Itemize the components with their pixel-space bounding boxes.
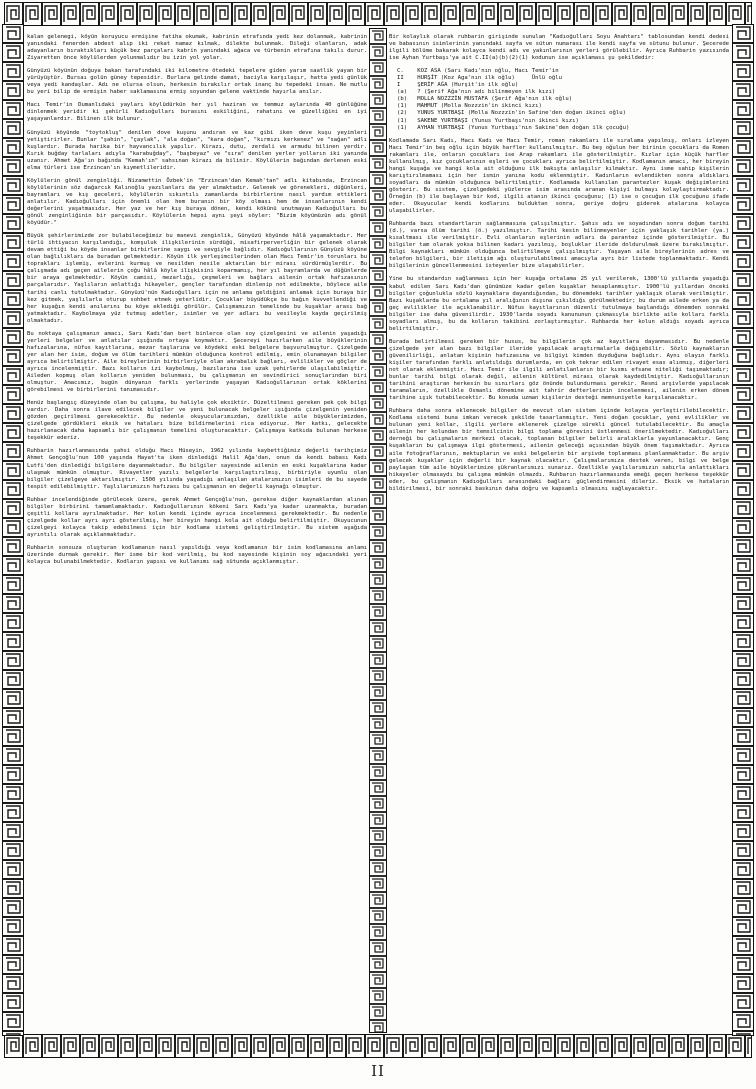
paragraph: Henüz başlangıç düzeyinde olan bu çalışma, bu haliyle çok eksiktir. Düzeltilmesi gereken pek çok bilgi vardır. Daha sonra ilave edilecek bilgiler ve yeni bulunacak belgeler ışığında çizelgenin yeniden gözden geçirilmesi gerekecektir. Bu nedenle okuyucularımızdan, özellikle aile büyüklerimizden, çizelgede gördükleri eksik ve hataları bize bildirmelerini rica ediyoruz. Her katkı, gelecekte hazırlanacak daha kapsamlı bir çalışmanın temelini oluşturacaktır. Çalışmaya katkıda bulunan herkese teşekkür ederiz. [27, 400, 367, 442]
code-list-item: (1) SAKENE YURTBAŞI (Yunus Yurtbaşı'nın ikinci kızı) [397, 117, 579, 124]
right-text-column [389, 34, 729, 1028]
paragraph: Ruhbarda bazı standartların sağlanmasına çalışılmıştır. Şahıs adı ve soyadından sonra doğum tarihi (d.), varsa ölüm tarihi (ö.) yazılmıştır. Tarihi kesin bilinmeyenler için yaklaşık tarihler (ya.) kısaltması ile verilmiştir. Evli olanların eşlerinin adları da parantez içinde gösterilmiştir. Bu bilgiler tam olarak yoksa bilinen kadarı yazılmış, boşluklar ileride doldurulmak üzere bırakılmıştır. Bilgi kaynakları mümkün olduğunca belirtilmeye çalışılmıştır. Yaşayan aile bireylerinin adres ve telefon bilgileri, bir iletişim ağı oluşturulabilmesi amacıyla ayrı bir listede toplanmaktadır. Kendi bilgilerinin güncellenmesini isteyenler bize ulaşabilirler. [389, 221, 729, 270]
code-list-item: (1) AYHAN YURTBAŞI (Yunus Yurtbaşı'nın Sakine'den doğan ilk çocuğu) [397, 124, 630, 131]
greek-key-pattern-right [732, 24, 754, 1036]
greek-key-pattern-left [2, 24, 24, 1036]
paragraph: Günyüzü köyünde "toytokluş" denilen dove kuşunu andıran ve kaz gibi iken deve kuşu yeyimleri yetiştirirler. Bunlar "şahin", "çaylak", "ala doğan", "kara doğan", "kırmızı kerkenez" ve "sağan" adlı kuşlardır. Burada harika bir hayvancılık yapılır. Kirazı, dutu, zerdali ve armudu bilinen yerdir. Kırık buğday tarlaları adıyla "karabuğday", "başbeyaz" ve "sıra" denilen yerler yolların iki yanında uzanır. Ahmet Ağa'ın bağında "Kemah'ın" sahsınan kirazı da bilinir. Köylülerin bağından derlenen eski elma türleri ise Erzincan'ın kıymetlileridir. [27, 129, 367, 171]
decorative-border-bottom [4, 1034, 752, 1058]
paragraph: Ruhbarin sonsuza oluşturan kodlamanın nasıl yapıldığı veya kodlamanın bir isim kodlamasına anlamı üzerinde durmak gerekir. Her isme bir kod verilmiş, bu kod sayesinde kişinin soy ağacındaki yeri kolayca bulunabilmektedir. Kodların yapısı ve kullanımı sağ sütunda açıklanmıştır. [27, 545, 367, 566]
page-number: II [371, 1062, 385, 1080]
genealogy-code-list [397, 68, 729, 131]
code-list-item: C. KOZ ASA (Sarı Kadı'nın oğlu, Hacı Temir'in [397, 68, 559, 75]
decorative-border-left [2, 24, 24, 1036]
paragraph: Hacı Temir'in Dumanlıdaki yayları köylüdürkün her yıl haziran ve temmuz aylarında 40 günlüğüne dinlenmek yeridir ki şehirli Kadıoğulları burasını eskiliğini, rahatını ve güzelliğini en iyi yaşayanlardır. Bilinen ilk bulunur. [27, 102, 367, 123]
greek-key-pattern-bottom [4, 1034, 752, 1058]
paragraph: Ruhbara daha sonra eklenecek bilgiler de mevcut olan sistem içinde kolayca yerleştirilebilecektir. Kodlama sistemi buna imkan verecek şekilde tasarlanmıştır. Yeni doğan çocuklar, yeni evlilikler ve bulunan yeni kollar, ilgili yerlere eklenerek çizelge sürekli güncel tutulabilecektir. Bu amaçla ailenin her kolundan bir temsilcinin bilgi toplama görevini üstlenmesi önerilmektedir. Kadıoğulları derneği bu çalışmaların merkezi olacak, toplanan bilgiler belirli aralıklarla yayımlanacaktır. Genç kuşakların bu çalışmaya ilgi göstermesi, ailenin geleceği açısından büyük önem taşımaktadır. Ayrıca aile fotoğraflarının, mektupların ve eski belgelerin bir arşivde toplanması planlanmaktadır. Bu arşiv gelecek kuşaklar için değerli bir kaynak olacaktır. Çalışmalarımıza destek veren, bilgi ve belge paylaşan tüm aile büyüklerimize şükranlarımızı sunarız. Özellikle yaşlılarımızın sabırla anlattıkları hikayeler olmasaydı bu çalışma mümkün olmazdı. Ruhbarın hazırlanmasında emeği geçen herkese teşekkür eder, bu çalışmanın Kadıoğulları arasındaki bağları güçlendirmesini dileriz. Eksik ve hataların bildirilmesi, bir sonraki baskının daha doğru ve kapsamlı olmasını sağlayacaktır. [389, 408, 729, 492]
paragraph: Büyük şehirlerimizde zor bulabileceğimiz bu manevi zenginlik, Günyüzü köyünde hâlâ yaşamaktadır. Her türlü ihtiyacın karşılandığı, komşuluk ilişkilerinin sürdüğü, misafirperverliğin bir gelenek olarak devam ettiği bu köyde insanlar birbirlerine saygı ve sevgiyle bağlıdır. Kadıoğullarının Günyüzü köyüne olan bağlılıkları da buradan gelmektedir. Köyün ilk yerleşimcilerinden olan Hacı Temir'in torunları bu toprakları işlemiş, evlerini kurmuş ve nesilden nesile aktarılan bir mirası sürdürmüşlerdir. Bu çalışmada adı geçen ailelerin çoğu hâlâ köyle ilişkisini koparmamış, her yıl bayramlarda ve düğünlerde bir araya gelmektedir. Köyün camisi, mezarlığı, çeşmeleri ve bağları ailenin ortak hafızasının parçalarıdır. Yaşlıların anlattığı hikayeler, gençler tarafından dinlenip not edilmekte, böylece aile tarihi canlı tutulmaktadır. Günyüzü'nün Kadıoğulları için ne anlama geldiğini anlamak için buraya bir kez gitmek, yaşlılarla oturup sohbet etmek yeterlidir. Çocuklar büyüdükçe bu bağın kuvvetlendiği ve her kuşağın kendi anılarını bu köye eklediği görülür. Çalışmamızın temelinde bu kuşaklar arası bağ yatmaktadır. Kaybolmaya yüz tutmuş adetler, isimler ve yer adları bu vesileyle kayda geçirilmiş olmaktadır. [27, 233, 367, 324]
paragraph: Köylülerin gönül zenginliği. Nizamettin Özbek'in "Erzincan'dan Kemah'tan" adlı kitabında, Erzincan köylülerinin söz dağarcık Kalınoğlu yazılanları da yer almaktadır. Gelenek ve görenekleri, düğünleri, bayramları ve kış geceleri, köylülerin sıkıntılı zamanlarda birbirlerine nasıl yardım ettikleri anlatılır. Kadıoğulları için önemli olan hem buranın bir köy olması hem de insanlarının kendi değerlerini yaşatmasıdır. Her yaz ve her kış buraya dönen, kendi kökünü unutmayan Kadıoğulları bu gönül zenginliğinin bir parçasıdır. Köylülerin hepsi aynı şeyi söyler: "Bizim köyümüzün adı gönül köyüdür." [27, 177, 367, 227]
code-list-item: (2) YUNUS YURTBAŞI (Molla Nozzzin'in Safine'den doğan ikinci oğlu) [397, 110, 627, 117]
paragraph: Yine bu standardın sağlanması için her kuşağa ortalama 25 yıl verilerek, 1300'lü yıllarda yaşadığı kabul edilen Sarı Kadı'dan günümüze kadar gelen kuşaklar hesaplanmıştır. 1900'lü yıllardan önceki bilgiler çoğunlukla sözlü kaynaklara dayandığından, bu dönemdeki tarihler yaklaşık olarak verilmiştir. Bazı kuşaklarda bu ortalama yıl aralığının dışına çıkıldığı görülmektedir; bu durum ailede erken ya da geç evlilikler ile açıklanabilir. Nüfus kayıtlarının düzenli tutulmaya başlandığı dönemden sonraki bilgiler ise daha güvenilirdir. 1930'larda soyadı kanununun çıkmasıyla birlikte aile kolları farklı soyadları almış, bu da kolların takibini zorlaştırmıştır. Ruhbarda her kolun aldığı soyadı ayrıca belirtilmiştir. [389, 276, 729, 332]
code-list-item: I ŞERİF AĞA (Hurşit'in ilk oğlu) [397, 82, 519, 89]
greek-key-pattern-top [4, 2, 752, 26]
paragraph: Kodlamada Sarı Kadı, Hacı Kadı ve Hacı Temir, roman rakamları ile sıralama yapılmış, onları izleyen Hacı Temir'in beş oğlu için büyük harfler kullanılmıştır. Bu beş oğulun her birinin çocukları da Romen rakamları ile, onların çocukları ise Arap rakamları ile gösterilmiştir. Kızlar için küçük harfler kullanılmış, kız çocuklarının eşleri ve çocukları ayrıca belirtilmiştir. Kodlamanın amacı, her bireyin hangi kuşağa ve hangi kola ait olduğunu ilk bakışta anlaşılır kılmaktır. Aynı isme sahip kişilerin karıştırılmaması için her ismin yanına kodu eklenmiştir. Kadınların evlendikten sonra aldıkları soyadları da mümkün olduğunca belirtilmiştir. Kodlamada kullanılan parantezler kuşak değişimlerini gösterir. Bu sistem, çizelgedeki yüzlerce isim arasında aranan kişiyi bulmayı kolaylaştırmaktadır. Örneğin (b) ile başlayan bir kod, ilgili atanın ikinci çocuğunu; (1) ise o çocuğun ilk çocuğunu ifade eder. Okuyucular kendi kodlarını bulduktan sonra, geriye doğru giderek atalarına kolayca ulaşabilirler. [389, 137, 729, 215]
paragraph: Ruhbarin hazırlanmasında şahsi olduğu Hacı Hüseyin, 1962 yılında kaybettiğimiz değerli tarihçimiz Ahmet Gençoğlu'nun 100 yaşında Hayat'ta iken dinlediği Halil Ağa'dan, onun da kendi babası Kadı Lutfi'den dinlediği bilgilere dayanmaktadır. Bu bilgiler sayesinde ailenin en eski kuşaklarına kadar ulaşmak mümkün olmuştur. Rivayetler yazılı belgelerle karşılaştırılmış, birbiriyle uyumlu olan bilgiler çizelgeye aktarılmıştır. 1500 yılında yaşadığı anlaşılan atalarımızın isimleri de bu sayede tespit edilebilmiştir. Yaşlılarımızın hafızası bu çalışmanın en değerli kaynağı olmuştur. [27, 448, 367, 490]
paragraph: Bu noktaya çalışmanın amacı, Sarı Kadı'dan bert binlerce olan soy çizelgesini ve ailenin yaşadığı yerleri belgeler ve anlatılar ışığında ortaya koymaktır. Şecereyi hazırlarken aile büyüklerinin hafızalarına, nüfus kayıtlarına, mezar taşlarına ve köydeki eski belgelere başvurulmuştur. Çizelgede yer alan her isim, doğum ve ölüm tarihleri mümkün olduğunca kontrol edilmiş, emin olunamayan bilgiler ayrıca belirtilmiştir. Aile bireylerinin birbirleriyle olan akrabalık bağları, evlilikler ve göçler de ayrıca incelenmiştir. Bazı kolların izi kaybolmuş, bazılarına ise uzak şehirlerde ulaşılabilmiştir. Aileden kopmuş olan kolların yeniden bulunması, bu çalışmanın en sevindirici sonuçlarından biri olmuştur. Amacımız, bugün dünyanın farklı yerlerinde yaşayan Kadıoğullarının ortak köklerini görebilmesi ve birbirlerini tanımasıdır. [27, 330, 367, 394]
paragraph: Günyüzü köyünün doğuya bakan tarafındaki iki kilometre ötedeki tepelere giden yarım saatlik yayan bir yürüyüştür. Bursaı golün güney tepesidir. Burlara gelinde damat, baciyla karşılaşır, hatta yedi günlük veya yedi kandaşlar. Adı ne olursa olsun, herkesin bırakılır ortak inanç bu tepedeki insan. Ne mutlu bu yeri bilip de ermişin haber saklamasına ermiş soyundan gelene vaktinde hayırla anılır. [27, 68, 367, 96]
code-list-item: (1) MAHMUT (Molla Nozzzin'in ikinci kızı) [397, 103, 542, 110]
left-text-column [27, 34, 367, 1028]
paragraph: Burada belirtilmesi gereken bir husus, bu bilgilerin çok az kayıtlara dayanmasıdır. Bu nedenle çizelgede yer alan bazı bilgiler ileride yapılacak araştırmalarla değişebilir. Sözlü kaynakların güvenilirliği, anlatan kişinin hafızasına ve bilgiyi kimden duyduğuna bağlıdır. Aynı olayın farklı kişiler tarafından farklı anlatıldığı durumlarda, en çok tekrar edilen rivayet esas alınmış, diğerleri not olarak eklenmiştir. Hacı Temir ile ilgili anlatılanların bir kısmı efsane niteliği taşımaktadır; bunlar tarihi bilgi olarak değil, ailenin kültürel mirası olarak kaydedilmiştir. Kadıoğullarının tarihini araştıran herkesin bu sınırları göz önünde bulundurması gerekir. Resmi arşivlerde yapılacak taramaların, özellikle Osmanlı dönemine ait tahrir defterlerinin incelenmesi, ailenin erken dönem tarihine ışık tutabilecektir. Bu konuda uzman kişilerin desteği memnuniyetle karşılanacaktır. [389, 338, 729, 402]
code-list-item: II HURŞİT (Koz Aga'nın ilk oğlu) Ünlü oğlu [397, 75, 563, 82]
intro-paragraph: Bir kolaylık olarak ruhbarin girişinde sunulan "Kadıoğulları Soyu Anahtarı" tablosundan kendi dedesi ve babasının isimlerinin yanındaki sayfa ve sütun numarası ile kendi sayfa ve sütunu bulunur. Şecerede ilgili bölüme bakarak kolayca kendi adı ve yakınlarının yerleri görülebilir. Ayrıca Ruhbarin yazısında ise Ayhan Yurtbaşı'ya ait C.II(a)(b)(2)(1) kodunun ise açıklaması şu şekildedir: [389, 34, 729, 62]
divider-pattern [369, 28, 387, 1033]
center-column-divider [369, 28, 387, 1033]
code-list-item: (b) MOLLA NOZZZİN MUSTAFA (Şerif Ağa'nın ilk oğlu) [397, 96, 573, 103]
paragraph: Ruhbar incelendiğinde görülecek üzere, gerek Ahmet Gençoğlu'nun, gerekse diğer kaynaklardan alınan bilgiler birbirini tamamlamaktadır. Kadıoğullarının kökeni Sarı Kadı'ya kadar uzanmakta, buradan çeşitli kollara ayrılmaktadır. Her kolun kendi içinde ayrıca incelenmesi gerekmektedir. Bu nedenle çizelgede kollar ayrı ayrı gösterilmiş, her bireyin hangi kola ait olduğu belirtilmiştir. Okuyucunun çizelgeyi kolayca takip edebilmesi için bir kodlama sistemi geliştirilmiştir. Bu sistem aşağıda ayrıntılı olarak açıklanmaktadır. [27, 496, 367, 538]
code-list-item: (a) ? (Şerif Ağa'nın adı bilinmeyen ilk kızı) [397, 89, 556, 96]
decorative-border-right [732, 24, 754, 1036]
decorative-border-top [4, 2, 752, 26]
paragraph: kalan gelenegi, köyün koruyucu ermişine fatiha okumak, kabrinin etrafında yedi kez dolanmak, kabrinin yanındaki fenerden abdest alıp iki rekat namaz kılmak, dilekte bulunmak. Dileği olanların, adak adayanların bıraktıkları küçük bez parçaları kabrin yanındaki ağaca ve türbenin etrafına takılı durur. Ziyaretten önce köylülerden yolunmalıdır bu izin yol yolar. [27, 34, 367, 62]
